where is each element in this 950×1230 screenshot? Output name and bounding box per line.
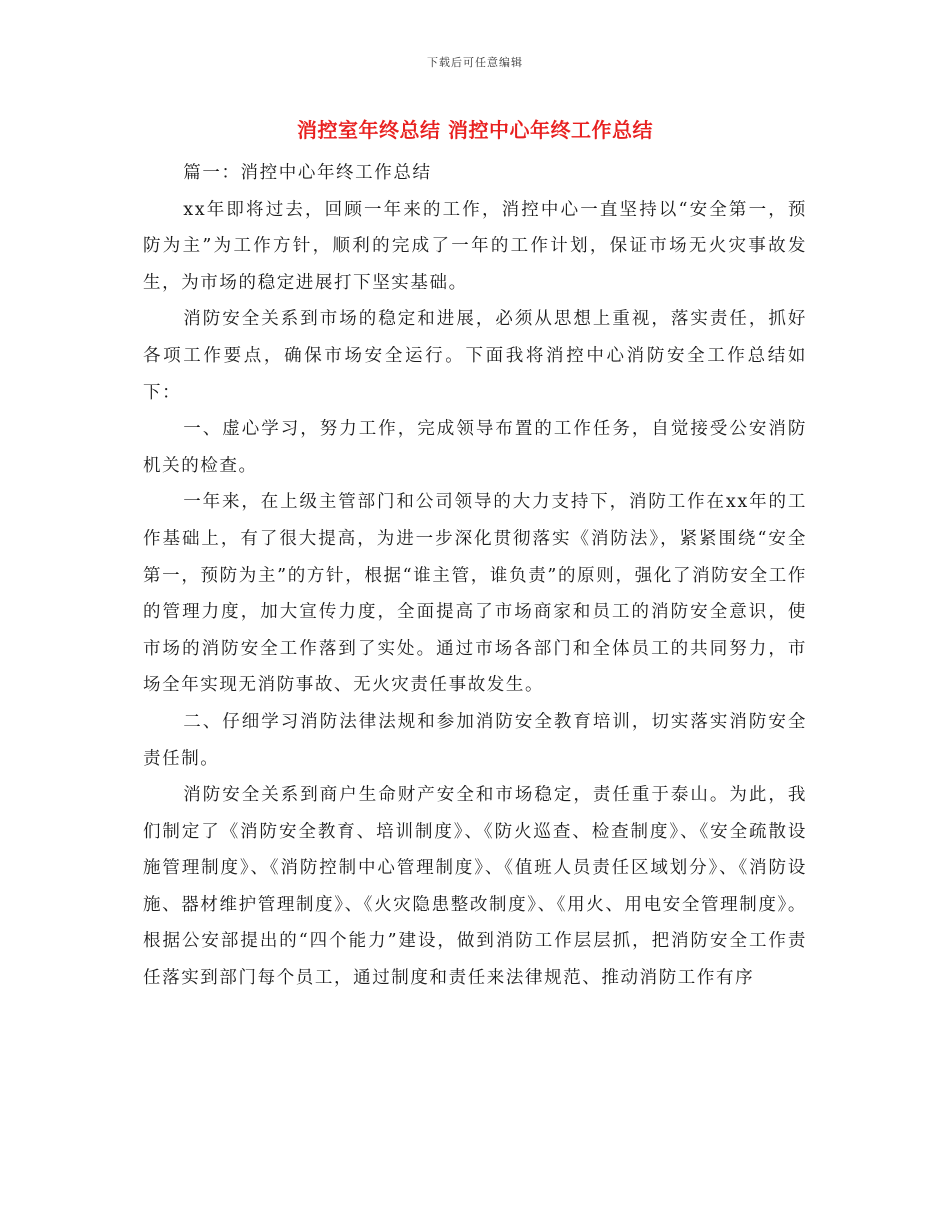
paragraph: 一、虚心学习，努力工作，完成领导布置的工作任务，自觉接受公安消防机关的检查。 [143,419,807,476]
document-body [143,155,807,997]
paragraph: 一年来，在上级主管部门和公司领导的大力支持下，消防工作在xx年的工作基础上，有了很大提高，为进一步深化贯彻落实《消防法》，紧紧围绕“安全第一，预防为主”的方针，根据“谁主管，谁负责”的原则，强化了消防安全工作的管理力度，加大宣传力度，全面提高了市场商家和员工的消防安全意识，使市场的消防安全工作落到了实处。通过市场各部门和全体员工的共同努力，市场全年实现无消防事故、无火灾责任事故发生。 [143,492,807,696]
paragraph: 二、仔细学习消防法律法规和参加消防安全教育培训，切实落实消防安全责任制。 [143,711,807,769]
paragraph: xx年即将过去，回顾一年来的工作，消控中心一直坚持以“安全第一，预防为主”为工作方针，顺利的完成了一年的工作计划，保证市场无火灾事故发生，为市场的稳定进展打下坚实基础。 [143,199,807,293]
header-note: 下载后可任意编辑 [427,56,523,69]
paragraph: 消防安全关系到商户生命财产安全和市场稳定，责任重于泰山。为此，我们制定了《消防安全教育、培训制度》、《防火巡查、检查制度》、《安全疏散设施管理制度》、《消防控制中心管理制度》、《值班人员责任区域划分》、《消防设施、器材维护管理制度》、《火灾隐患整改制度》、《用火、用电安全管理制度》。根据公安部提出的“四个能力”建设，做到消防工作层层抓，把消防安全工作责任落实到部门每个员工，通过制度和责任来法律规范、推动消防工作有序 [143,785,807,989]
paragraph: 消防安全关系到市场的稳定和进展，必须从思想上重视，落实责任，抓好各项工作要点，确保市场安全运行。下面我将消控中心消防安全工作总结如下： [143,309,807,403]
section-heading: 篇一：消控中心年终工作总结 [183,163,432,183]
document-title: 消控室年终总结 消控中心年终工作总结 [297,118,653,142]
